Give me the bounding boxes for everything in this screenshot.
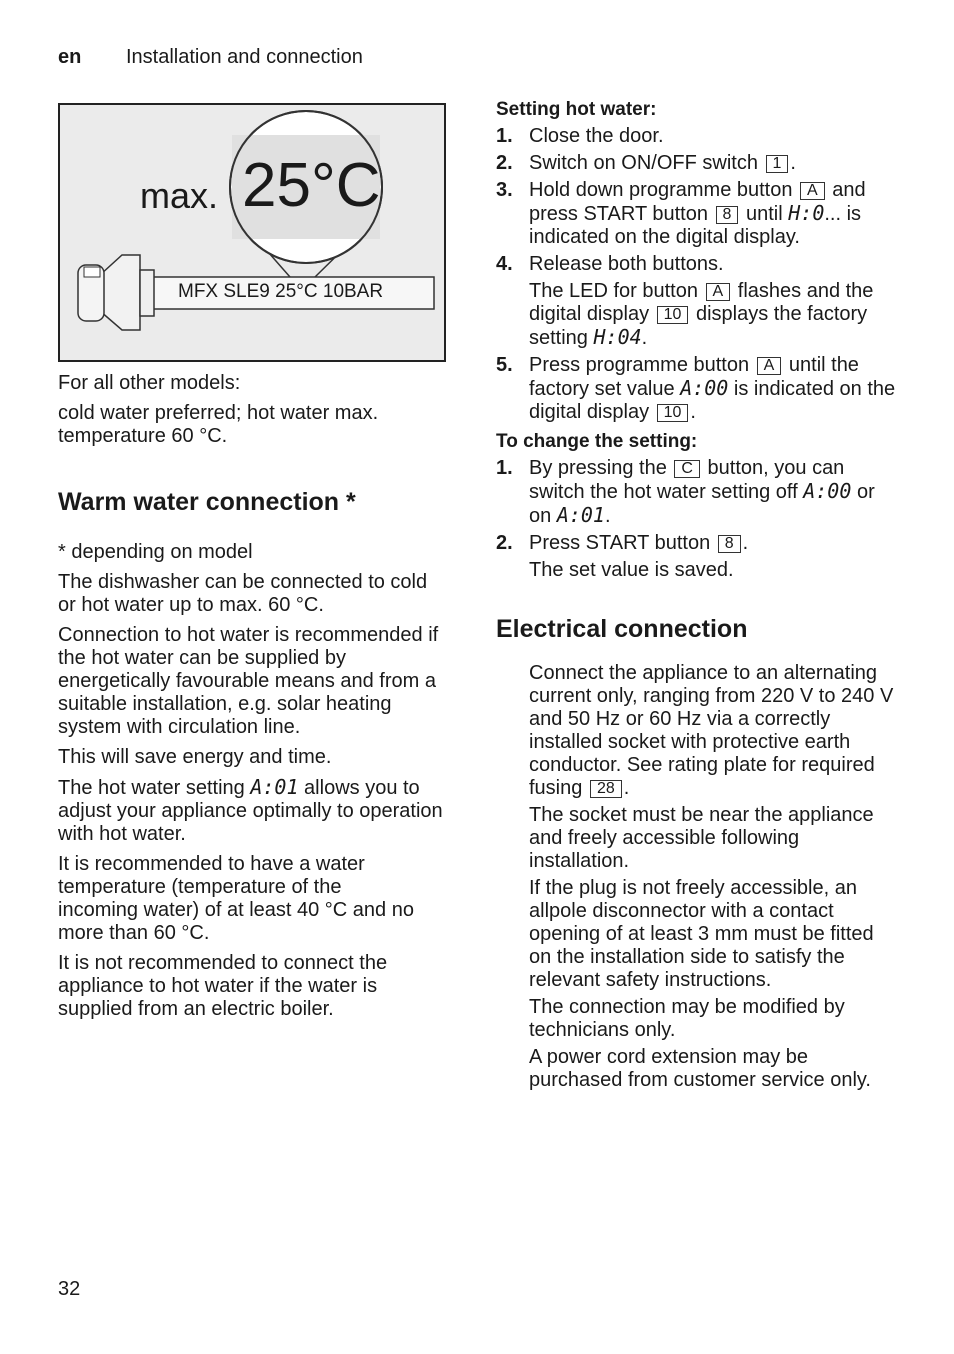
button-ref-box: A [706,283,731,301]
display-code: A:01 [250,775,299,799]
button-ref-box: A [800,182,825,200]
step-4-result: The LED for button A flashes and the digital display 10 displays the factory setting H:04. [529,280,874,349]
electrical-p4: The connection may be modified by technicians only. [529,996,845,1041]
button-ref-box: 1 [766,155,789,173]
other-models-label: For all other models: [58,372,241,394]
figure-ref-box: 28 [590,780,622,798]
page-number: 32 [58,1278,81,1300]
warm-water-p3: This will save energy and time. [58,746,332,768]
max-label: max. [140,175,219,216]
button-ref-box: 8 [716,206,739,224]
setting-hot-water-heading: Setting hot water: [496,99,657,120]
display-code: H:04 [593,325,642,349]
warm-water-heading: Warm water connection * [58,488,356,516]
button-ref-box: C [674,460,700,478]
display-code: A:01 [556,503,605,527]
step-4: 4. Release both buttons. [496,253,724,275]
left-column [58,372,458,1021]
button-ref-box: 8 [718,535,741,553]
change-step-1: 1. By pressing the C button, you can switch the hot water setting off A:00 or on A:01. [496,457,875,527]
warm-water-p5: It is recommended to have a water temperature (temperature of the incoming water) of at least 40 °C and no more than 60 °C. [58,853,414,944]
warm-water-p2: Connection to hot water is recommended if the hot water can be supplied by energetically favourable means and from a suitable installation, e.g. solar heating system with circulation line. [58,624,439,738]
step-3: 3. Hold down programme button A and press START button 8 until H:0... is indicated on the digital display. [496,179,866,248]
electrical-p5: A power cord extension may be purchased from customer service only. [529,1046,871,1091]
hose-print-label: MFX SLE9 25°C 10BAR [178,281,384,302]
electrical-p1: Connect the appliance to an alternating current only, ranging from 220 V to 240 V and 50 Hz or 60 Hz via a correctly installed socket with protective earth conductor. See rating plate for required fusing 28 . [529,662,894,799]
display-code: H:0 [788,201,825,225]
display-code: A:00 [803,479,852,503]
change-step-2: 2. Press START button 8 . [496,532,749,554]
step-2: 2. Switch on ON/OFF switch 1 . [496,152,796,174]
model-note: * depending on model [58,541,253,563]
display-code: A:00 [680,376,729,400]
display-ref-box: 10 [657,306,689,324]
hose-illustration [60,105,444,360]
electrical-p3: If the plug is not freely accessible, an allpole disconnector with a contact opening of at least 3 mm must be fitted on the installation side to satisfy the relevant safety instructions. [529,877,874,991]
electrical-heading: Electrical connection [496,615,748,643]
step-1: 1. Close the door. [496,125,664,147]
other-models-text: cold water preferred; hot water max. temperature 60 °C. [58,402,379,447]
hose-label-figure [58,103,446,362]
warm-water-p1: The dishwasher can be connected to cold or hot water up to max. 60 °C. [58,571,428,616]
change-setting-heading: To change the setting: [496,431,698,452]
section-title: Installation and connection [126,46,363,68]
change-step-2-result: The set value is saved. [529,559,734,581]
display-ref-box: 10 [657,404,689,422]
button-ref-box: A [757,357,782,375]
right-column [496,98,896,1092]
language-code: en [58,46,82,68]
electrical-p2: The socket must be near the appliance and freely accessible following installation. [529,804,874,872]
warm-water-p6: It is not recommended to connect the appliance to hot water if the water is supplied from an electric boiler. [58,952,388,1020]
step-5: 5. Press programme button A until the factory set value A:00 is indicated on the digital display 10 . [496,354,896,423]
warm-water-p4: The hot water setting A:01 allows you to adjust your appliance optimally to operation with hot water. [58,775,443,845]
temperature-label: 25°C [242,151,381,220]
